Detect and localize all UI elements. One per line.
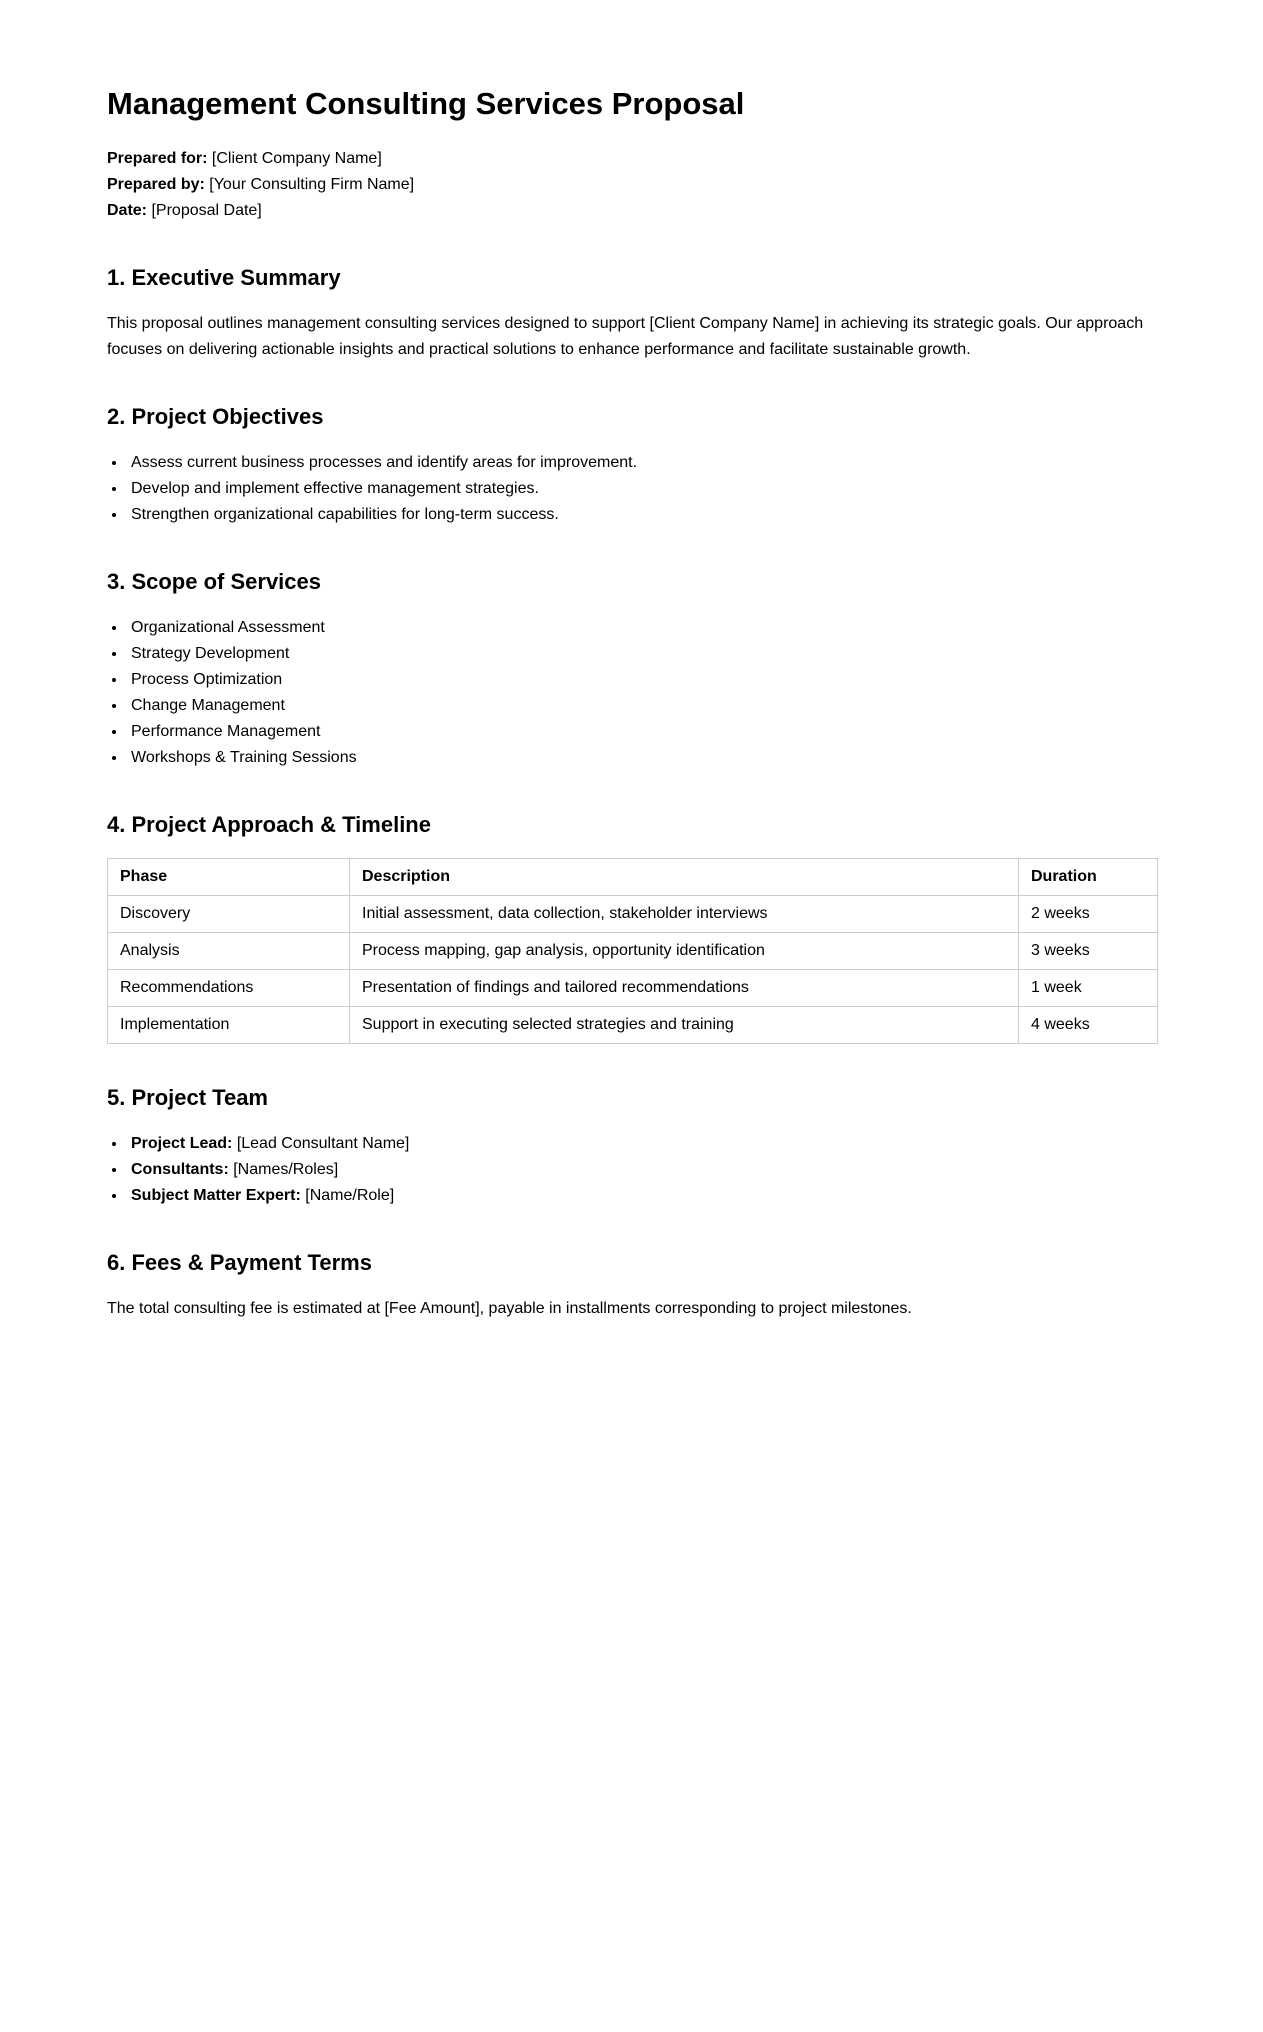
list-item: [127, 1131, 1157, 1157]
scope-of-services-list: [107, 615, 1157, 771]
team-role-value: [Lead Consultant Name]: [236, 1135, 410, 1153]
table-cell-description: Process mapping, gap analysis, opportunity identification: [350, 933, 1019, 970]
table-cell-duration: 3 weeks: [1019, 933, 1158, 970]
heading-project-approach-timeline: 4. Project Approach & Timeline: [107, 812, 431, 838]
list-item: • Strengthen organizational capabilities for long-term success.: [127, 502, 1157, 528]
meta-date-value: [Proposal Date]: [151, 202, 262, 220]
project-objectives-list: [107, 450, 1157, 528]
table-header-duration: Duration: [1019, 859, 1158, 896]
executive-summary-paragraph: This proposal outlines management consulting services designed to support [Client Company Name] in achieving its strategic goals. Our approach focuses on delivering actionable insights and practical solutions to enhance performance and facilitate sustainable growth.: [107, 315, 1144, 359]
table-cell-phase: Discovery: [108, 896, 350, 933]
list-item: • Organizational Assessment: [127, 615, 1157, 641]
table-cell-phase: Implementation: [108, 1007, 350, 1044]
team-role-label: Consultants:: [131, 1161, 229, 1179]
meta-date-label: Date:: [107, 202, 148, 220]
table-row: [108, 970, 1158, 1007]
meta-prepared-for: [107, 146, 1157, 172]
table-cell-phase: Recommendations: [108, 970, 350, 1007]
list-item: • Process Optimization: [127, 667, 1157, 693]
heading-executive-summary: 1. Executive Summary: [107, 265, 341, 291]
table-row: [108, 1007, 1158, 1044]
meta-prepared-by-value: [Your Consulting Firm Name]: [209, 176, 415, 194]
table-header-description: Description: [350, 859, 1019, 896]
heading-fees-payment-terms: 6. Fees & Payment Terms: [107, 1250, 372, 1276]
heading-project-objectives: 2. Project Objectives: [107, 404, 324, 430]
list-item: • Strategy Development: [127, 641, 1157, 667]
project-team-list: [107, 1131, 1157, 1209]
meta-prepared-by-label: Prepared by:: [107, 176, 205, 194]
table-cell-description: Presentation of findings and tailored recommendations: [350, 970, 1019, 1007]
table-header-row: [108, 859, 1158, 896]
heading-scope-of-services: 3. Scope of Services: [107, 569, 321, 595]
team-role-label: Subject Matter Expert:: [131, 1187, 301, 1205]
meta-prepared-for-label: Prepared for:: [107, 150, 208, 168]
document-meta: [107, 146, 1157, 224]
meta-prepared-by: [107, 172, 1157, 198]
list-item: • Assess current business processes and identify areas for improvement.: [127, 450, 1157, 476]
table-header-phase: Phase: [108, 859, 350, 896]
list-item: [127, 1157, 1157, 1183]
meta-date: [107, 198, 1157, 224]
table-cell-duration: 1 week: [1019, 970, 1158, 1007]
table-row: [108, 933, 1158, 970]
table-cell-description: Initial assessment, data collection, stakeholder interviews: [350, 896, 1019, 933]
list-item: • Performance Management: [127, 719, 1157, 745]
meta-prepared-for-value: [Client Company Name]: [211, 150, 382, 168]
heading-project-team: 5. Project Team: [107, 1085, 268, 1111]
team-role-value: [Name/Role]: [305, 1187, 395, 1205]
list-item: • Change Management: [127, 693, 1157, 719]
table-cell-phase: Analysis: [108, 933, 350, 970]
page-title: Management Consulting Services Proposal: [107, 86, 745, 121]
list-item: [127, 1183, 1157, 1209]
table-cell-duration: 4 weeks: [1019, 1007, 1158, 1044]
list-item: • Develop and implement effective management strategies.: [127, 476, 1157, 502]
table-row: [108, 896, 1158, 933]
fees-payment-paragraph: The total consulting fee is estimated at [Fee Amount], payable in installments corresponding to project milestones.: [107, 1300, 912, 1318]
timeline-table: [107, 858, 1158, 1044]
team-role-label: Project Lead:: [131, 1135, 233, 1153]
list-item: • Workshops & Training Sessions: [127, 745, 1157, 771]
team-role-value: [Names/Roles]: [233, 1161, 339, 1179]
table-cell-duration: 2 weeks: [1019, 896, 1158, 933]
table-cell-description: Support in executing selected strategies and training: [350, 1007, 1019, 1044]
